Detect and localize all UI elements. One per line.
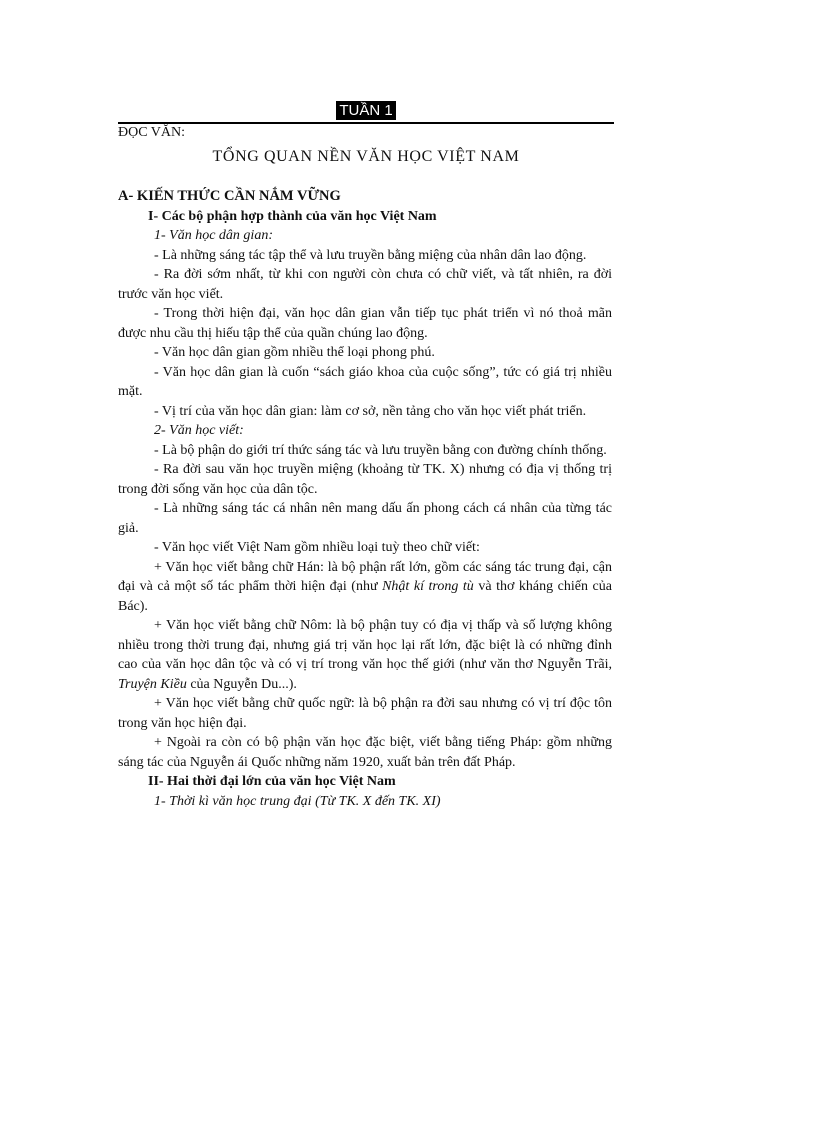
- paragraph: + Văn học viết bằng chữ quốc ngữ: là bộ phận ra đời sau nhưng có vị trí độc tôn trong văn học hiện đại.: [118, 696, 612, 731]
- paragraph: - Ra đời sau văn học truyền miệng (khoảng từ TK. X) nhưng có địa vị thống trị trong đời sống văn học của dân tộc.: [118, 462, 612, 497]
- paragraph-text: + Văn học viết bằng chữ Hán: là bộ phận rất lớn, gồm các sáng tác trung đại, cận đại và cả một số tác phẩm thời hiện đại (như: [118, 559, 612, 594]
- paragraph-han-literature: [118, 558, 612, 617]
- paragraph: + Ngoài ra còn có bộ phận văn học đặc biệt, viết bằng tiếng Pháp: gồm những sáng tác của Nguyễn ái Quốc những năm 1920, xuất bản trên đất Pháp.: [118, 735, 612, 770]
- section-label: ĐỌC VĂN:: [118, 125, 186, 140]
- heading-section-i: I- Các bộ phận hợp thành của văn học Việt Nam: [148, 208, 437, 224]
- heading-a: A- KIẾN THỨC CẦN NẮM VỮNG: [118, 188, 341, 204]
- paragraph-text: của Nguyễn Du...).: [186, 676, 297, 692]
- paragraph: - Là những sáng tác cá nhân nên mang dấu ấn phong cách cá nhân của từng tác giả.: [118, 501, 612, 536]
- paragraph: - Văn học dân gian gồm nhiều thể loại phong phú.: [154, 345, 435, 360]
- work-title-italic: Nhật kí trong tù: [382, 579, 474, 594]
- header-rule: [118, 122, 614, 124]
- subheading-medieval-period: 1- Thời kì văn học trung đại (Từ TK. X đến TK. XI): [154, 793, 441, 809]
- paragraph-nom-literature: [118, 616, 612, 694]
- work-title-italic: Truyện Kiều: [118, 676, 187, 692]
- paragraph: - Là bộ phận do giới trí thức sáng tác và lưu truyền bằng con đường chính thống.: [154, 442, 607, 458]
- paragraph: - Văn học viết Việt Nam gồm nhiều loại tuỳ theo chữ viết:: [154, 540, 480, 555]
- document-body: [118, 187, 612, 811]
- week-header: [118, 101, 614, 120]
- paragraph: - Ra đời sớm nhất, từ khi con người còn chưa có chữ viết, và tất nhiên, ra đời trước văn học viết.: [118, 267, 612, 302]
- paragraph-text: và thơ kháng chiến của Bác).: [118, 579, 612, 614]
- paragraph: - Trong thời hiện đại, văn học dân gian vẫn tiếp tục phát triển vì nó thoả mãn được nhu cầu thị hiếu tập thể của quần chúng lao động.: [118, 306, 612, 341]
- heading-section-ii: II- Hai thời đại lớn của văn học Việt Nam: [148, 774, 396, 789]
- subheading-written-literature: 2- Văn học viết:: [154, 423, 244, 438]
- subheading-folk-literature: 1- Văn học dân gian:: [154, 228, 273, 243]
- paragraph: - Là những sáng tác tập thể và lưu truyền bằng miệng của nhân dân lao động.: [154, 247, 587, 263]
- week-badge: TUẦN 1: [336, 101, 395, 120]
- paragraph: - Vị trí của văn học dân gian: làm cơ sở, nền tảng cho văn học viết phát triển.: [154, 403, 587, 419]
- paragraph-text: + Văn học viết bằng chữ Nôm: là bộ phận tuy có địa vị thấp và số lượng không nhiều trong thời trung đại, nhưng giá trị văn học lại rất lớn, đặc biệt là có những đỉnh cao của văn học dân tộc và có vị trí trong văn học thế giới (như văn thơ Nguyễn Trãi,: [118, 618, 612, 672]
- document-title: TỔNG QUAN NỀN VĂN HỌC VIỆT NAM: [212, 148, 520, 165]
- paragraph: - Văn học dân gian là cuốn “sách giáo khoa của cuộc sống”, tức có giá trị nhiều mặt.: [118, 364, 612, 399]
